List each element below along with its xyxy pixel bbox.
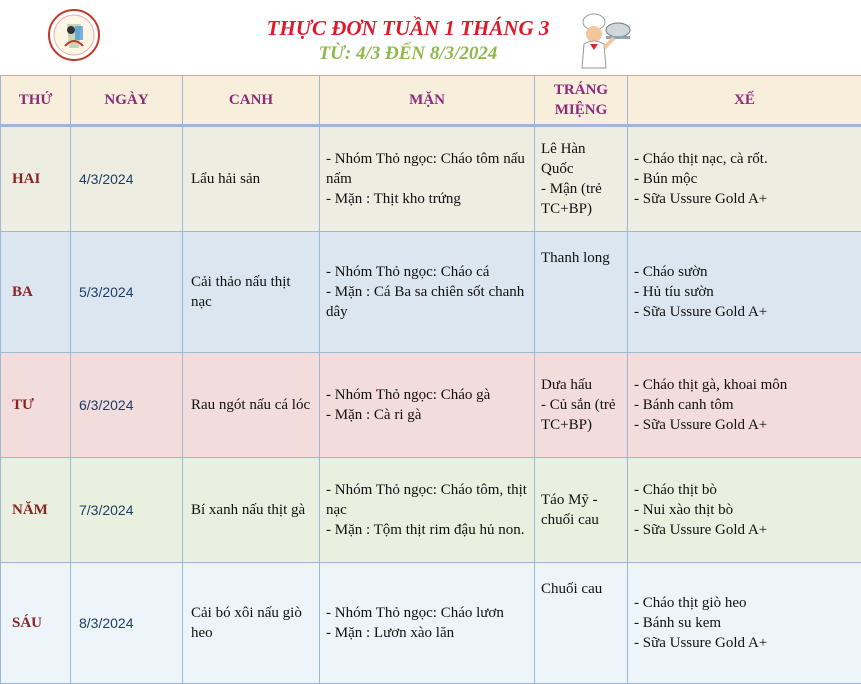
main-dish-line: - Mặn : Cá Ba sa chiên sốt chanh dây: [326, 282, 528, 322]
day-cell: SÁU: [1, 563, 71, 684]
date-cell: 4/3/2024: [71, 126, 183, 232]
chef-icon: [572, 10, 634, 72]
dessert-line: - Củ sắn (trẻ TC+BP): [541, 395, 621, 435]
dessert-cell: [535, 563, 628, 684]
dessert-cell: [535, 458, 628, 563]
day-cell: TƯ: [1, 353, 71, 458]
col-header-trang-mieng-line2: MIỆNG: [541, 100, 621, 120]
main-dish-line: - Nhóm Thỏ ngọc: Cháo cá: [326, 262, 528, 282]
soup-cell: Rau ngót nấu cá lóc: [183, 353, 320, 458]
col-header-ngay: NGÀY: [71, 76, 183, 126]
soup-cell: Cải thảo nấu thịt nạc: [183, 232, 320, 353]
dessert-cell: [535, 126, 628, 232]
main-dish-cell: [320, 232, 535, 353]
soup-cell: Bí xanh nấu thịt gà: [183, 458, 320, 563]
menu-header: [0, 0, 861, 75]
main-dish-line: - Nhóm Thỏ ngọc: Cháo tôm, thịt nạc: [326, 480, 528, 520]
date-cell: 6/3/2024: [71, 353, 183, 458]
date-cell: 8/3/2024: [71, 563, 183, 684]
page-title: THỰC ĐƠN TUẦN 1 THÁNG 3: [0, 16, 816, 41]
main-dish-line: - Nhóm Thỏ ngọc: Cháo lươn: [326, 603, 528, 623]
page-subtitle: TỪ: 4/3 ĐẾN 8/3/2024: [0, 43, 816, 65]
snack-line: - Sữa Ussure Gold A+: [634, 302, 855, 322]
snack-line: - Cháo sườn: [634, 262, 855, 282]
main-dish-cell: [320, 563, 535, 684]
date-cell: 5/3/2024: [71, 232, 183, 353]
col-header-xe: XẾ: [628, 76, 861, 126]
table-row: [1, 563, 861, 684]
dessert-cell: [535, 232, 628, 353]
snack-cell: [628, 458, 861, 563]
snack-line: - Cháo thịt nạc, cà rốt.: [634, 149, 855, 169]
snack-line: - Sữa Ussure Gold A+: [634, 520, 855, 540]
main-dish-cell: [320, 458, 535, 563]
table-row: [1, 126, 861, 232]
main-dish-line: - Mặn : Lươn xào lăn: [326, 623, 528, 643]
snack-cell: [628, 232, 861, 353]
dessert-line: Táo Mỹ - chuối cau: [541, 490, 621, 530]
table-row: [1, 353, 861, 458]
day-cell: BA: [1, 232, 71, 353]
snack-line: - Bún mộc: [634, 169, 855, 189]
snack-line: - Sữa Ussure Gold A+: [634, 189, 855, 209]
day-cell: NĂM: [1, 458, 71, 563]
col-header-trang-mieng-line1: TRÁNG: [541, 80, 621, 100]
main-dish-line: - Mặn : Cà ri gà: [326, 405, 528, 425]
main-dish-line: - Nhóm Thỏ ngọc: Cháo tôm nấu nấm: [326, 149, 528, 189]
table-header-row: [1, 76, 861, 126]
dessert-cell: [535, 353, 628, 458]
main-dish-line: - Mặn : Thịt kho trứng: [326, 189, 528, 209]
date-cell: 7/3/2024: [71, 458, 183, 563]
menu-table: [0, 75, 861, 684]
snack-cell: [628, 563, 861, 684]
table-row: [1, 458, 861, 563]
snack-line: - Bánh su kem: [634, 613, 855, 633]
col-header-trang-mieng: [535, 76, 628, 126]
snack-line: - Cháo thịt giò heo: [634, 593, 855, 613]
col-header-man: MẶN: [320, 76, 535, 126]
snack-line: - Cháo thịt bò: [634, 480, 855, 500]
soup-cell: Cải bó xôi nấu giò heo: [183, 563, 320, 684]
dessert-line: - Mận (trẻ TC+BP): [541, 179, 621, 219]
main-dish-line: - Nhóm Thỏ ngọc: Cháo gà: [326, 385, 528, 405]
soup-cell: Lẩu hải sản: [183, 126, 320, 232]
snack-line: - Hủ tíu sườn: [634, 282, 855, 302]
col-header-thu: THỨ: [1, 76, 71, 126]
day-cell: HAI: [1, 126, 71, 232]
snack-line: - Nui xào thịt bò: [634, 500, 855, 520]
snack-cell: [628, 353, 861, 458]
dessert-line: Chuối cau: [541, 579, 621, 599]
dessert-line: Thanh long: [541, 248, 621, 268]
col-header-canh: CANH: [183, 76, 320, 126]
main-dish-cell: [320, 353, 535, 458]
snack-line: - Cháo thịt gà, khoai môn: [634, 375, 855, 395]
snack-line: - Sữa Ussure Gold A+: [634, 633, 855, 653]
main-dish-cell: [320, 126, 535, 232]
main-dish-line: - Mặn : Tộm thịt rim đậu hủ non.: [326, 520, 528, 540]
snack-line: - Bánh canh tôm: [634, 395, 855, 415]
dessert-line: Dưa hấu: [541, 375, 621, 395]
snack-line: - Sữa Ussure Gold A+: [634, 415, 855, 435]
snack-cell: [628, 126, 861, 232]
dessert-line: Lê Hàn Quốc: [541, 139, 621, 179]
table-row: [1, 232, 861, 353]
